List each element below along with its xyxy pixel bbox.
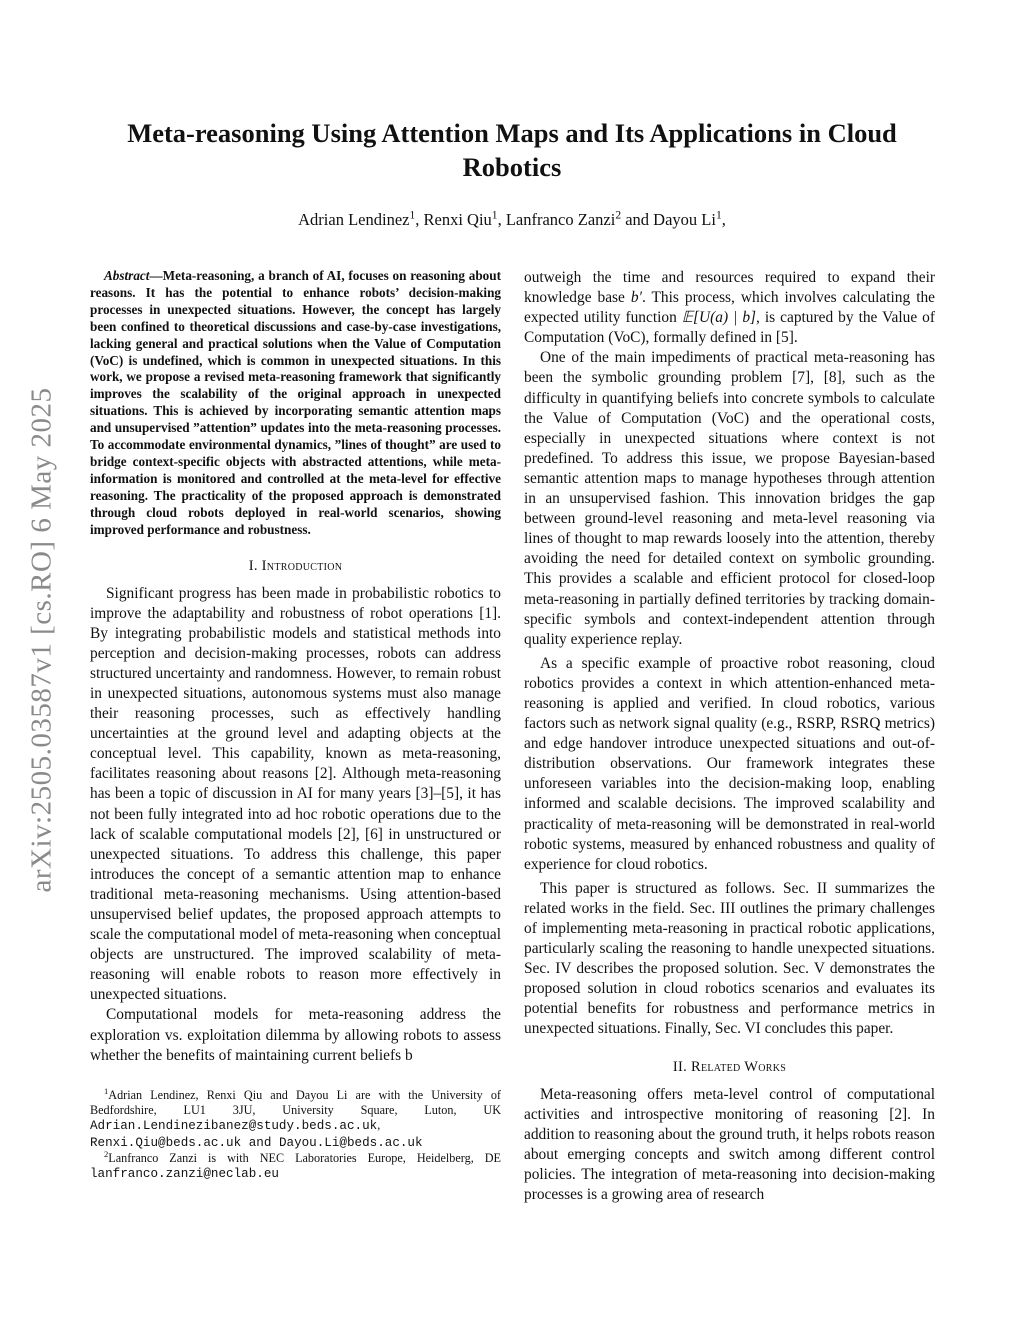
text-run: outweigh the time and resources required to expand their knowledge base: [524, 269, 935, 307]
footnote-and: and: [241, 1135, 279, 1150]
footnote-1: $^1$Adrian Lendinez, Renxi Qiu and Dayou Li are with the University of Bedfordshire, LU1 3JU, University Square, Luton, UK Adrian.Lendinezibanez@study.beds.ac.uk, Renxi.Qiu@beds.ac.uk and Dayou.Li@beds.ac.uk: [90, 1085, 501, 1150]
email-link[interactable]: Dayou.Li@beds.ac.uk: [278, 1135, 423, 1150]
abstract-label: Abstract: [104, 268, 150, 283]
author-name: Dayou Li: [653, 210, 716, 229]
affiliation-mark: 1: [409, 209, 416, 222]
email-link[interactable]: Adrian.Lendinezibanez@study.beds.ac.uk: [90, 1119, 378, 1134]
affiliation-mark: 2: [615, 209, 622, 222]
intro-paragraph-2-text: Computational models for meta-reasoning address the exploration vs. exploitation dilemma by allowing robots to assess whether the benefits of maintaining current beliefs b: [90, 1006, 501, 1064]
body-paragraph-continued: [524, 268, 935, 348]
intro-paragraph-1: Significant progress has been made in probabilistic robotics to improve the adaptability and robustness of robot operations [1]. By integrating probabilistic models and statistical methods into perception and decision-making processes, robots can address structured uncertainty and randomness. However, to remain robust in unexpected situations, autonomous systems must also manage their reasoning processes, such as effectively handling uncertainties at the ground level and adapting objects at the conceptual level. This capability, known as meta-reasoning, facilitates reasoning about reasons [2]. Although meta-reasoning has been a topic of discussion in AI for many years [3]–[5], it has not been fully integrated into ad hoc robotic operations due to the lack of scalable computational models [2], [6] in unstructured or unexpected situations. To address this challenge, this paper introduces the concept of a semantic attention map to enhance traditional meta-reasoning mechanisms. Using attention-based unsupervised belief updates, the proposed approach attempts to scale the computational model of meta-reasoning when conceptual objects are unstructured. The improved scalability of meta-reasoning will enable robots to reason more effectively in unexpected situations.: [90, 584, 501, 1004]
math-expression: 𝔼[U(a) | b]: [681, 309, 757, 327]
body-paragraph: One of the main impediments of practical meta-reasoning has been the symbolic grounding problem [7], [8], such as the difficulty in quantifying beliefs into concrete symbols to calculate the Value of Computation (VoC) and the operational costs, especially in unexpected situations where context is not predefined. To address this issue, we propose Bayesian-based semantic attention maps to manage hypotheses through attention in an unsupervised fashion. This innovation bridges the gap between ground-level reasoning and meta-level reasoning via lines of thought to map rewards loosely into the attention, thereby avoiding the need for detailed context on symbolic grounding. This provides a scalable and efficient protocol for closed-loop meta-reasoning in partially defined territories by tracking domain-specific symbols and context-independent attention through quality experience replay.: [524, 349, 935, 648]
arxiv-identifier: arXiv:2505.03587v1 [cs.RO] 6 May 2025: [25, 387, 58, 893]
intro-paragraph-2: [90, 1005, 501, 1065]
author-separator: and: [621, 210, 654, 229]
body-paragraph: This paper is structured as follows. Sec. II summarizes the related works in the field. Sec. III outlines the primary challenges of implementing meta-reasoning in practical robotic applications, particularly scaling the reasoning to handle unexpected situations. Sec. IV describes the proposed solution. Sec. V demonstrates the proposed solution in cloud robotics scenarios and evaluates its potential benefits for robustness and performance metrics in unexpected situations. Finally, Sec. VI concludes this paper.: [524, 879, 935, 1038]
footnote-2-text: Lanfranco Zanzi is with NEC Laboratories Europe, Heidelberg, DE: [108, 1150, 501, 1165]
left-column: [90, 268, 501, 1183]
right-column: [524, 268, 935, 1205]
footnote-1-text: Adrian Lendinez, Renxi Qiu and Dayou Li are with the University of Bedfordshire, LU1 3JU, University Square, Luton, UK: [90, 1087, 501, 1118]
author-separator: ,: [497, 210, 506, 229]
footnotes: [90, 1085, 501, 1183]
email-link[interactable]: lanfranco.zanzi@neclab.eu: [90, 1167, 279, 1182]
footnote-mark: 1: [104, 1085, 109, 1096]
abstract-text: Meta-reasoning, a branch of AI, focuses on reasoning about reasons. It has the potential to enhance robots’ decision-making processes in unexpected situations. However, the concept has largely been confined to theoretical discussions and case-by-case investigations, lacking general and practical solutions when the Value of Computation (VoC) is undefined, which is common in unexpected situations. In this work, we propose a revised meta-reasoning framework that significantly improves the scalability of the original approach in unexpected situations. This is achieved by incorporating semantic attention maps and unsupervised ”attention” updates into the meta-reasoning processes. To accommodate environmental dynamics, ”lines of thought” are used to bridge context-specific objects with abstracted attentions, while meta-information is monitored and controlled at the meta-level for effective reasoning. The practicality of the proposed approach is demonstrated through cloud robots deployed in real-world scenarios, showing improved performance and robustness.: [90, 268, 501, 537]
text-run: , is captured by the Value of Computation (VoC), formally defined in [5].: [524, 309, 935, 347]
footnote-mark: 2: [104, 1148, 109, 1159]
author-name: Adrian Lendinez: [298, 210, 410, 229]
section-heading-related-works: II. Related Works: [672, 1058, 787, 1075]
text-run: . This process, which involves calculating the expected utility function: [524, 289, 935, 327]
affiliation-mark: 1: [715, 209, 722, 222]
abstract: [90, 268, 501, 539]
author-list: [100, 210, 924, 230]
related-paragraph-1: Meta-reasoning offers meta-level control of computational activities and introspective monitoring of reasoning [2]. In addition to reasoning about the ground truth, it helps robots reason about emerging concepts and switch among different control policies. The integration of meta-reasoning into decision-making processes is a growing area of research: [524, 1085, 935, 1204]
paper-title: Meta-reasoning Using Attention Maps and Its Applications in Cloud Robotics: [127, 118, 897, 182]
section-heading-introduction: I. Introduction: [248, 557, 343, 574]
abstract-dash: —: [149, 268, 163, 283]
math-symbol: b′: [630, 289, 642, 307]
author-separator: ,: [415, 210, 424, 229]
author-separator: ,: [721, 210, 726, 229]
body-paragraph: As a specific example of proactive robot reasoning, cloud robotics provides a context in which attention-enhanced meta-reasoning is applied and verified. In cloud robotics, various factors such as network signal quality (e.g., RSRP, RSRQ metrics) and edge handover introduce unexpected situations and out-of-distribution observations. Our framework integrates these unforeseen variables into the decision-making loop, enabling informed and scalable decisions. The improved scalability and practicality of meta-reasoning will be demonstrated in real-world robotic systems, measured by enhanced robustness and quality of experience for cloud robotics.: [524, 654, 935, 873]
arxiv-stamp: [0, 0, 70, 1325]
author-name: Lanfranco Zanzi: [505, 210, 616, 229]
email-link[interactable]: Renxi.Qiu@beds.ac.uk: [90, 1135, 242, 1150]
footnote-2: [90, 1148, 501, 1183]
author-name: Renxi Qiu: [423, 210, 492, 229]
affiliation-mark: 1: [491, 209, 498, 222]
